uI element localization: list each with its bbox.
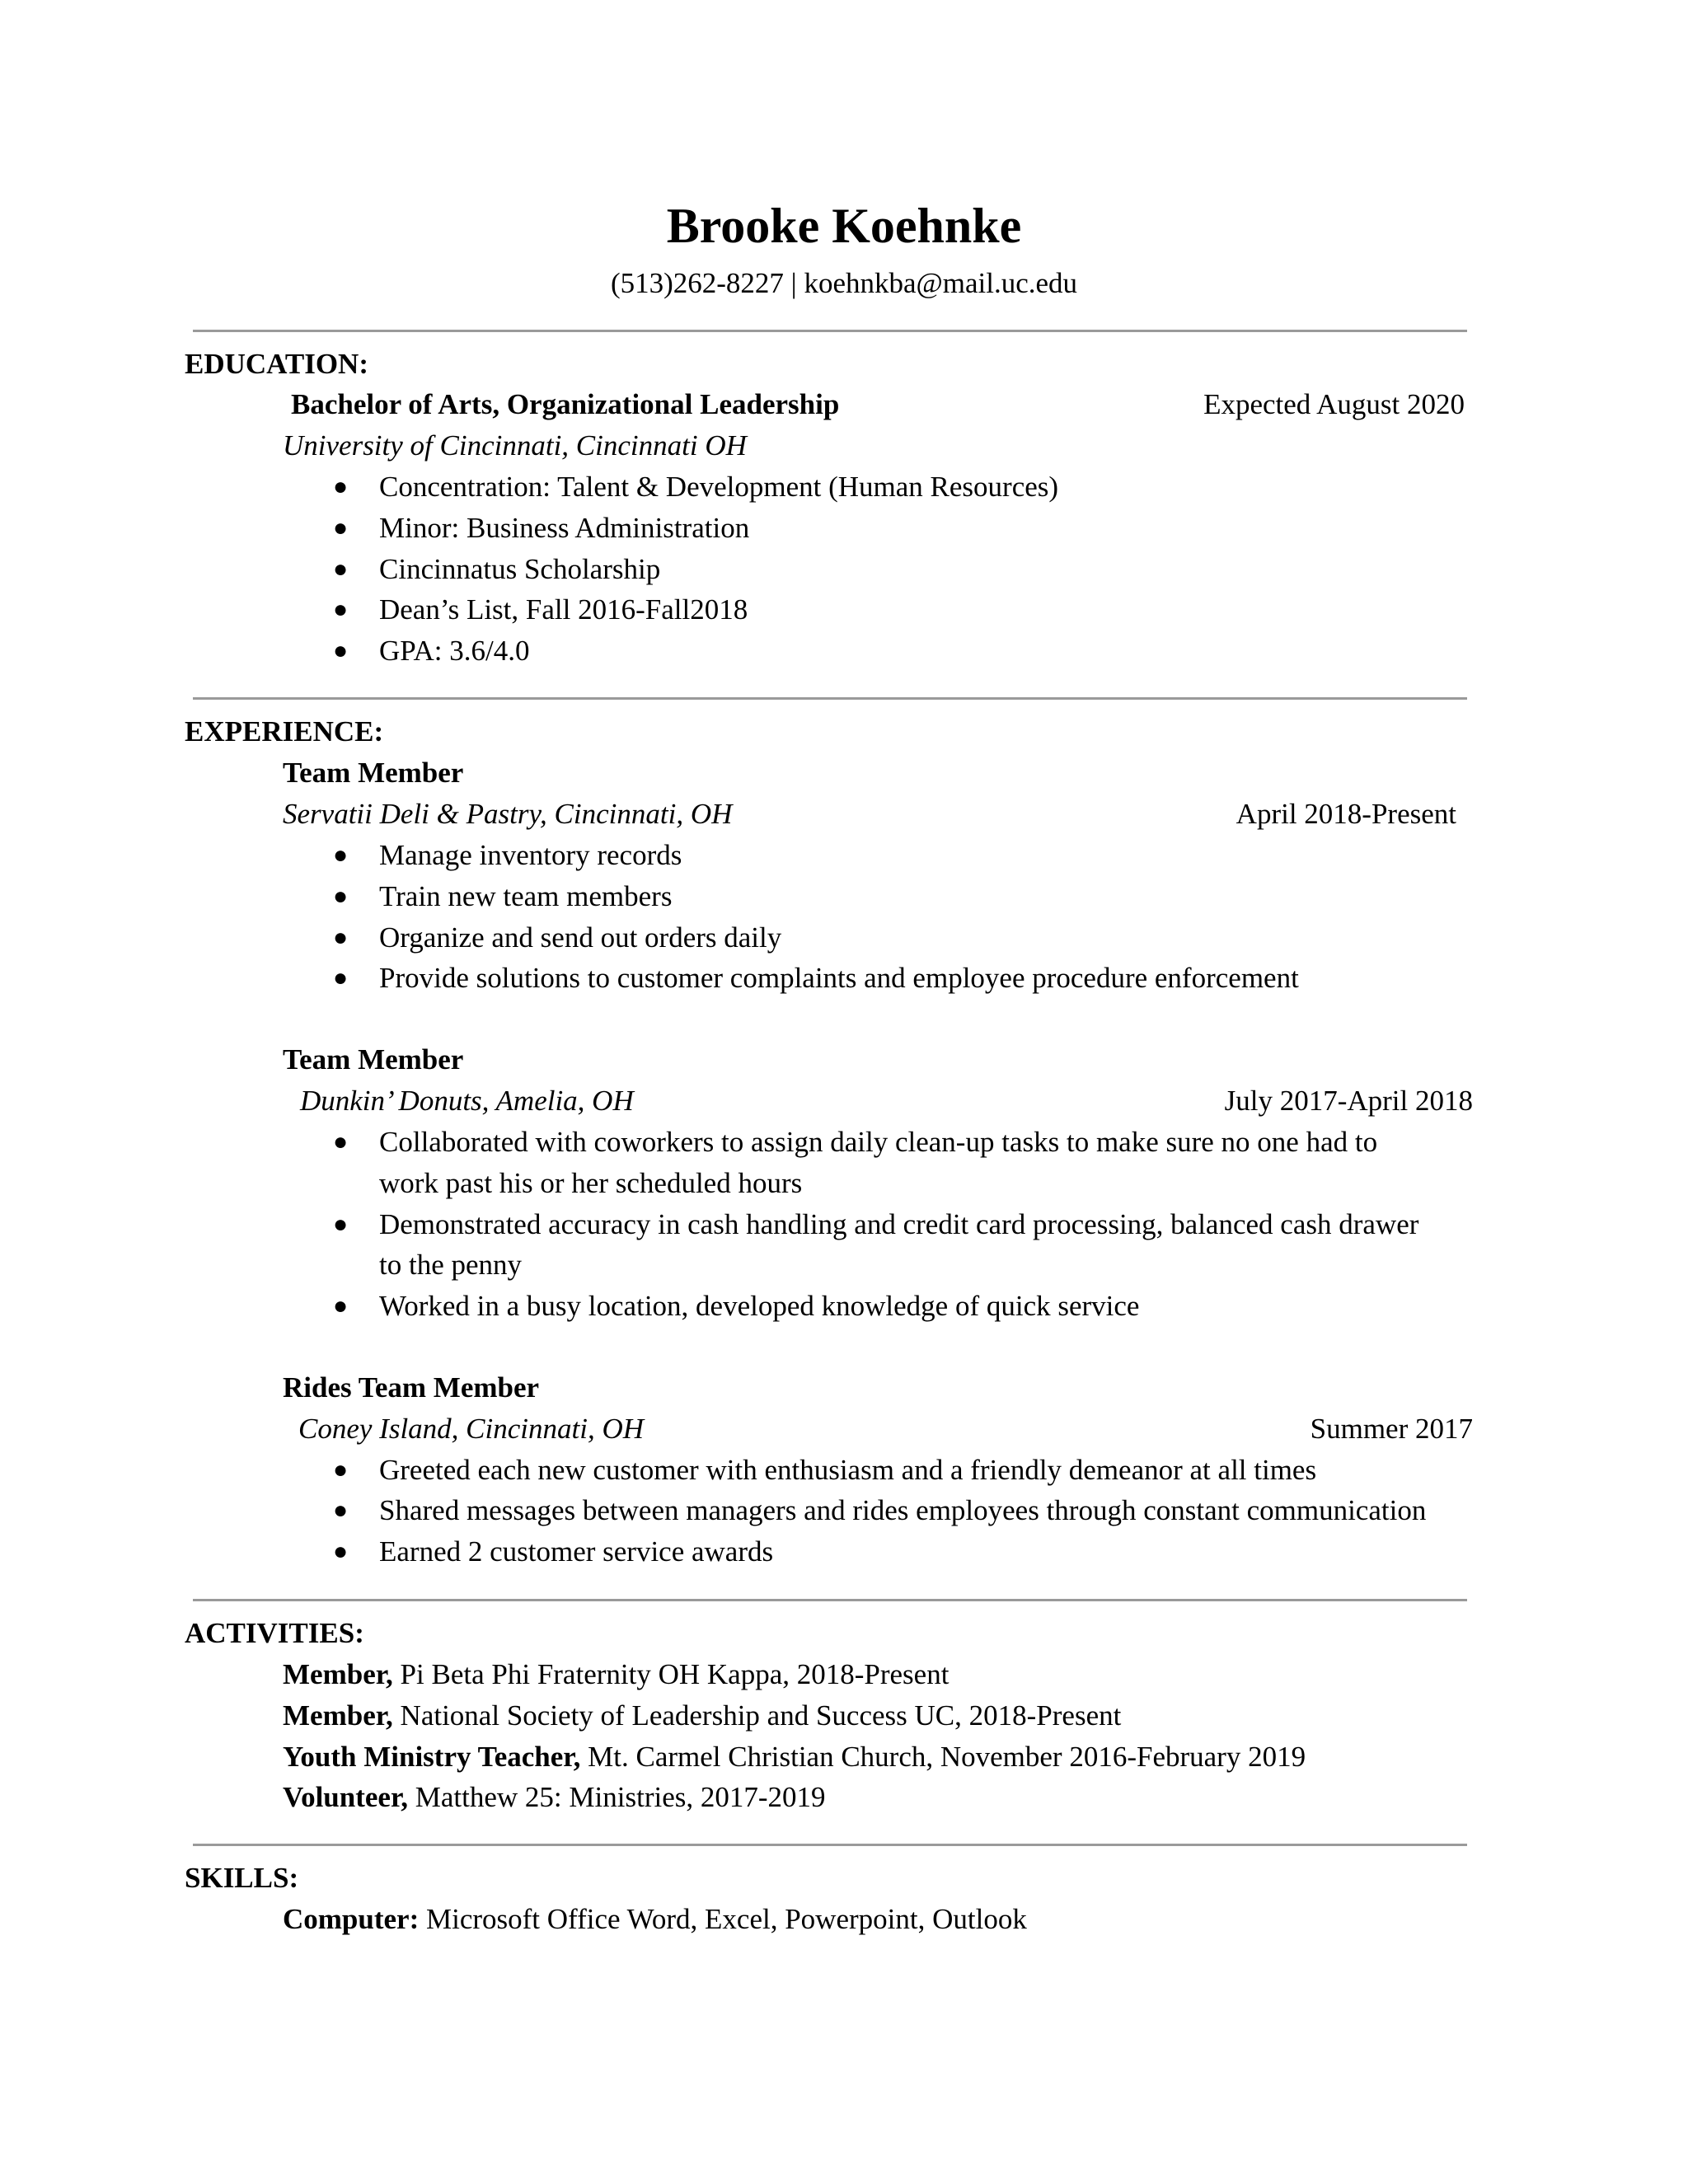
- bullet-icon: ●: [333, 1128, 349, 1155]
- job-bullet: Collaborated with coworkers to assign daily clean-up tasks to make sure no one had to: [379, 1126, 1378, 1158]
- job-bullet: Train new team members: [379, 880, 673, 912]
- job-bullet: Shared messages between managers and rides employees through constant communication: [379, 1494, 1427, 1526]
- activity-item: [283, 1657, 949, 1693]
- section-divider: [193, 330, 1467, 332]
- education-bullet: Cincinnatus Scholarship: [379, 553, 661, 585]
- job-date: July 2017-April 2018: [1224, 1085, 1473, 1117]
- job-title: Team Member: [283, 757, 464, 789]
- activity-role: Volunteer,: [283, 1781, 409, 1813]
- job-organization: Servatii Deli & Pastry, Cincinnati, OH: [283, 798, 733, 830]
- job-organization: Coney Island, Cincinnati, OH: [298, 1413, 644, 1445]
- education-bullet: Concentration: Talent & Development (Human Resources): [379, 471, 1059, 503]
- bullet-icon: ●: [333, 473, 349, 500]
- degree-title: Bachelor of Arts, Organizational Leadership: [291, 388, 840, 420]
- contact-line: (513)262-8227 | koehnkba@mail.uc.edu: [610, 267, 1078, 299]
- bullet-icon: ●: [333, 637, 349, 664]
- bullet-icon: ●: [333, 964, 349, 991]
- degree-date: Expected August 2020: [1203, 388, 1465, 420]
- education-heading: EDUCATION:: [185, 348, 368, 380]
- skill-detail: Microsoft Office Word, Excel, Powerpoint, Outlook: [419, 1903, 1027, 1935]
- bullet-icon: ●: [333, 883, 349, 910]
- bullet-icon: ●: [333, 514, 349, 541]
- skill-item: [283, 1901, 1027, 1938]
- job-organization: Dunkin’ Donuts, Amelia, OH: [300, 1085, 634, 1117]
- job-date: Summer 2017: [1310, 1413, 1473, 1445]
- section-divider: [193, 1599, 1467, 1601]
- bullet-icon: ●: [333, 1292, 349, 1319]
- job-title: Rides Team Member: [283, 1371, 540, 1404]
- section-divider: [193, 1844, 1467, 1846]
- job-bullet: Worked in a busy location, developed knowledge of quick service: [379, 1290, 1140, 1322]
- skill-label: Computer:: [283, 1903, 420, 1935]
- job-bullet: Provide solutions to customer complaints and employee procedure enforcement: [379, 962, 1299, 994]
- education-bullet: GPA: 3.6/4.0: [379, 635, 530, 667]
- activity-item: [283, 1739, 1306, 1775]
- activity-detail: Matthew 25: Ministries, 2017-2019: [408, 1781, 826, 1813]
- section-divider: [193, 697, 1467, 700]
- bullet-icon: ●: [333, 1497, 349, 1524]
- bullet-icon: ●: [333, 1538, 349, 1565]
- bullet-icon: ●: [333, 1211, 349, 1238]
- bullet-icon: ●: [333, 1456, 349, 1483]
- activity-item: [283, 1779, 826, 1816]
- job-bullet-continuation: work past his or her scheduled hours: [379, 1167, 803, 1199]
- job-bullet: Earned 2 customer service awards: [379, 1535, 774, 1568]
- job-bullet: Manage inventory records: [379, 839, 682, 871]
- school-name: University of Cincinnati, Cincinnati OH: [283, 429, 747, 462]
- activity-item: [283, 1698, 1121, 1734]
- job-date: April 2018-Present: [1236, 798, 1456, 830]
- job-title: Team Member: [283, 1043, 464, 1076]
- bullet-icon: ●: [333, 924, 349, 951]
- activity-role: Youth Ministry Teacher,: [283, 1741, 581, 1773]
- activity-detail: National Society of Leadership and Success UC, 2018-Present: [392, 1699, 1122, 1732]
- job-bullet: Greeted each new customer with enthusiasm and a friendly demeanor at all times: [379, 1454, 1317, 1486]
- activity-role: Member,: [283, 1658, 393, 1690]
- bullet-icon: ●: [333, 841, 349, 869]
- experience-heading: EXPERIENCE:: [185, 715, 384, 748]
- bullet-icon: ●: [333, 555, 349, 583]
- activity-detail: Pi Beta Phi Fraternity OH Kappa, 2018-Present: [392, 1658, 950, 1690]
- education-bullet: Dean’s List, Fall 2016-Fall2018: [379, 593, 748, 626]
- bullet-icon: ●: [333, 596, 349, 623]
- education-bullet: Minor: Business Administration: [379, 512, 750, 544]
- resume-name: Brooke Koehnke: [666, 199, 1022, 253]
- skills-heading: SKILLS:: [185, 1862, 299, 1894]
- activity-detail: Mt. Carmel Christian Church, November 2016-February 2019: [580, 1741, 1306, 1773]
- job-bullet: Demonstrated accuracy in cash handling and credit card processing, balanced cash drawer: [379, 1208, 1419, 1240]
- activity-role: Member,: [283, 1699, 393, 1732]
- activities-heading: ACTIVITIES:: [185, 1617, 364, 1649]
- job-bullet: Organize and send out orders daily: [379, 921, 782, 954]
- job-bullet-continuation: to the penny: [379, 1249, 523, 1281]
